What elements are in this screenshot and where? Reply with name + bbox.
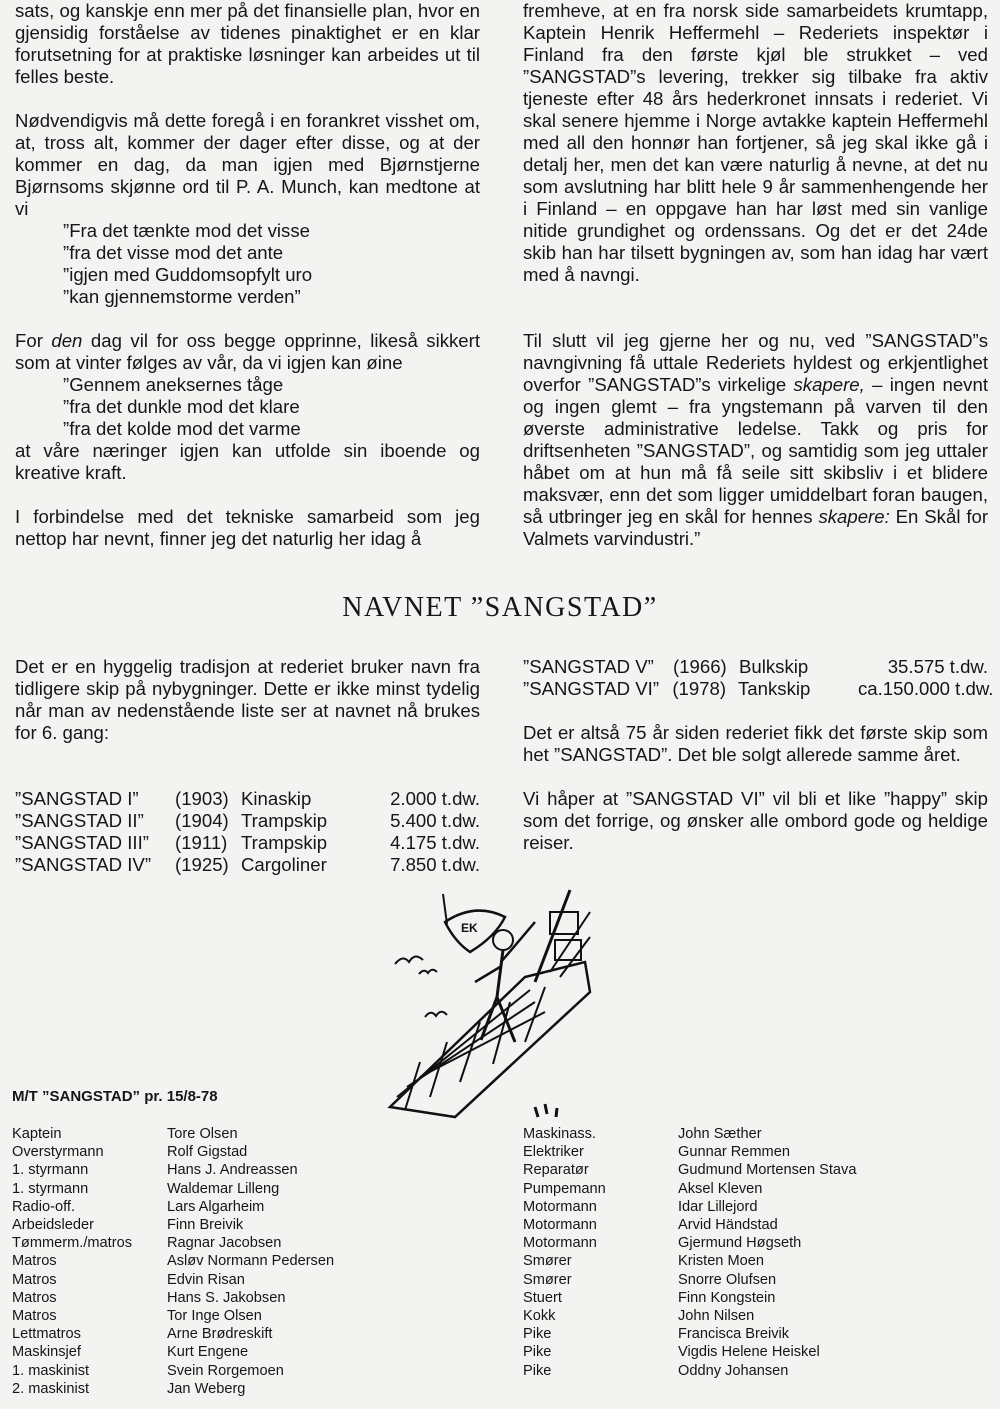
crew-list-heading: M/T ”SANGSTAD” pr. 15/8-78 [12,1088,218,1105]
crew-name: Ragnar Jacobsen [167,1235,282,1252]
crew-role: Maskinass. [523,1126,596,1142]
crew-role: Maskinsjef [12,1344,81,1361]
crew-row [523,1307,993,1325]
crew-row [12,1143,452,1161]
crew-role: Overstyrmann [12,1144,104,1161]
crew-role: Smører [523,1253,572,1270]
crew-name: Vigdis Helene Heiskel [678,1344,820,1361]
ship-name: ”SANGSTAD I” [15,788,139,809]
crew-row [523,1325,993,1343]
crew-row [12,1362,452,1380]
ship-year: (1904) [175,810,229,831]
crew-role: Lettmatros [12,1326,81,1343]
emphasis-word: den [51,330,83,351]
crew-name: John Nilsen [678,1308,755,1325]
crew-name: Asløv Normann Pedersen [167,1253,335,1270]
speech-paragraph: fremheve, at en fra norsk side samarbeidets krumtapp, Kaptein Henrik Heffermehl – Rederiets inspektør i Finland fra den første kjøl ble strukket – ved ”SANGSTAD”s levering, trekker sig tilbake fra aktiv tjeneste efter 48 års hederkronet innsats i rederiet. Vi skal senere hjemme i Norge avtakke kaptein Heffermehl med all den honnør han fortjener, så jeg skal ikke gå i detalj her, men det kan være naturlig å nevne, at det nu som avslutning har blitt hele 9 år sammenhengende her i Finland – en oppgave han har løst med sin vanlige nitide grundighet og ordenssans. Og det er det 24de skib han har tilsett bygningen av, som han idag har vært med å navngi. [523,0,988,285]
ship-deadweight: 2.000 t.dw. [390,788,480,809]
section-title: NAVNET ”SANGSTAD” [342,592,658,623]
crew-name: Kristen Moen [678,1253,764,1270]
crew-row [12,1252,452,1270]
ship-type: Trampskip [241,810,328,831]
crew-name: Kurt Engene [167,1344,249,1361]
crew-name: Gjermund Høgseth [678,1235,802,1252]
navnet-left-column [15,656,480,876]
speech-paragraph: I forbindelse med det tekniske samarbeid som jeg nettop har nevnt, finner jeg det naturlig her idag å [15,506,480,549]
crew-role: Arbeidsleder [12,1217,94,1234]
speech-paragraph [523,330,988,550]
ship-year: (1903) [175,788,229,809]
ship-list [523,656,994,700]
crew-name: Gudmund Mortensen Stava [678,1162,857,1179]
ship-deadweight: 5.400 t.dw. [390,810,480,831]
speech-paragraph: Nødvendigvis må dette foregå i en forankret visshet om, at, tross alt, kommer der dager efter disse, og at der kommer en dag, da man igjen med Bjørnstjerne Bjørnsoms skjønne ord til P. A. Munch, kan medtone at vi [15,110,480,219]
ship-deadweight: 35.575 t.dw. [887,656,988,677]
ship-type: Trampskip [241,832,328,853]
ship-row [523,656,988,678]
ship-row [15,832,480,854]
speech-right-column [523,0,988,550]
crew-row [523,1252,993,1270]
crew-name: Idar Lillejord [678,1198,758,1215]
crew-role: 2. maskinist [12,1380,90,1397]
ship-type: Cargoliner [241,854,327,875]
crew-list-right [523,1125,993,1380]
crew-row [523,1216,993,1234]
poem-quote [15,374,480,440]
ship-year: (1925) [175,854,229,875]
crew-name: Jan Weberg [167,1380,246,1397]
crew-row [12,1198,452,1216]
crew-name: Snorre Olufsen [678,1271,777,1288]
crew-role: Matros [12,1253,57,1270]
crew-row [12,1180,452,1198]
emphasis-word: skapere: [818,506,890,527]
flag-text: EK [461,921,478,935]
paragraph-text: Til slutt vil jeg gjerne her og nu, ved ”SANGSTAD”s navngivning få uttale Rederiets hyldest og erkjentlighet overfor ”SANGSTAD”s virkelige [523,330,988,395]
crew-row [12,1216,452,1234]
crew-row [12,1325,452,1343]
crew-row [523,1125,993,1143]
crew-role: Pike [523,1326,552,1343]
crew-row [523,1180,993,1198]
ship-deadweight: ca.150.000 t.dw. [858,678,994,699]
paragraph-text: dag vil for oss begge opprinne, likeså sikkert som at vinter følges av vår, da vi igjen kan øine [15,330,480,373]
crew-name: Tore Olsen [167,1126,238,1142]
speech-paragraph: sats, og kanskje enn mer på det finansielle plan, hvor en gjensidig forståelse av tidenes pinaktighet er en klar forutsetning for at praktiske løsninger kan arbeides ut til felles beste. [15,0,480,87]
ship-deadweight: 7.850 t.dw. [390,854,480,875]
ship-list [15,788,480,876]
crew-role: Kokk [523,1308,556,1325]
crew-row [12,1380,452,1398]
crew-name: Lars Algarheim [167,1198,265,1215]
ship-row [15,810,480,832]
crew-role: Radio-off. [12,1198,76,1215]
crew-row [12,1125,452,1143]
ship-row [15,854,480,876]
ship-year: (1911) [175,832,228,853]
navnet-paragraph: Det er altså 75 år siden rederiet fikk det første skip som het ”SANGSTAD”. Det ble solgt allerede samme året. [523,722,988,765]
crew-row [523,1289,993,1307]
ship-type: Kinaskip [241,788,312,809]
crew-name: Aksel Kleven [678,1180,763,1197]
speech-left-column [15,0,480,550]
crew-row [12,1289,452,1307]
paragraph-text: En Skål for Valmets varvindustri.” [523,506,989,549]
crew-name: Arvid Händstad [678,1217,778,1234]
crew-row [523,1271,993,1289]
poem-line: ”igjen med Guddomsopfylt uro [63,264,313,285]
lead-word: For [15,330,43,351]
crew-row [523,1143,993,1161]
crew-name: Edvin Risan [167,1271,245,1288]
crew-row [523,1161,993,1179]
crew-name: Arne Brødreskift [167,1326,273,1343]
crew-row [12,1343,452,1361]
crew-role: 1. styrmann [12,1180,89,1197]
crew-role: Motormann [523,1217,597,1234]
crew-row [12,1271,452,1289]
crew-row [523,1343,993,1361]
crew-role: Pike [523,1344,552,1361]
crew-role: Reparatør [523,1162,589,1179]
crew-row [12,1307,452,1325]
crew-name: Oddny Johansen [678,1362,789,1379]
ship-name: ”SANGSTAD III” [15,832,149,853]
ship-row [523,678,994,700]
crew-role: Motormann [523,1235,597,1252]
poem-line: ”fra det kolde mod det varme [63,418,301,439]
speech-paragraph: at våre næringer igjen kan utfolde sin iboende og kreative kraft. [15,440,480,483]
ship-name: ”SANGSTAD VI” [523,678,660,699]
ship-type: Bulkskip [739,656,809,677]
crew-name: Francisca Breivik [678,1326,790,1343]
navnet-right-column [523,656,994,854]
crew-row [12,1234,452,1252]
crew-name: Hans S. Jakobsen [167,1289,286,1306]
ship-bow-illustration [385,882,595,1122]
crew-role: Matros [12,1271,57,1288]
poem-line: ”kan gjennemstorme verden” [63,286,301,307]
crew-list-left [12,1125,452,1398]
crew-name: Gunnar Remmen [678,1144,790,1161]
crew-name: Finn Kongstein [678,1289,776,1306]
crew-role: 1. styrmann [12,1162,89,1179]
crew-role: Matros [12,1308,57,1325]
navnet-intro: Det er en hyggelig tradisjon at rederiet bruker navn fra tidligere skip på nybygninger. Dette er ikke minst tydelig når man av nedenstående liste ser at navnet nå brukes for 6. gang: [15,656,480,743]
crew-name: Hans J. Andreassen [167,1162,298,1179]
poem-quote [15,220,480,308]
poem-line: ”fra det dunkle mod det klare [63,396,300,417]
crew-role: Elektriker [523,1144,584,1161]
ship-type: Tankskip [738,678,811,699]
paragraph-text: – ingen nevnt og ingen glemt – fra yngstemann på varven til den øverste administrative ledelse. Takk og pris for driftsenheten ”SANGSTAD”, og samtidig som jeg uttaler håbet om at hun må få seile sitt skibsliv i et blidere maksvær, enn det som ligger umiddelbart foran baugen, så utbringer jeg en skål for hennes [523,374,988,527]
ship-year: (1978) [672,678,727,699]
crew-row [523,1362,993,1380]
poem-line: ”fra det visse mod det ante [63,242,284,263]
crew-row [523,1198,993,1216]
crew-role: Kaptein [12,1126,62,1142]
crew-role: Smører [523,1271,572,1288]
crew-role: 1. maskinist [12,1362,90,1379]
ship-year: (1966) [673,656,727,677]
crew-role: Stuert [523,1289,562,1306]
crew-row [523,1234,993,1252]
ship-deadweight: 4.175 t.dw. [390,832,480,853]
emphasis-word: skapere, [793,374,865,395]
crew-role: Pike [523,1362,552,1379]
crew-role: Tømmerm./matros [12,1235,132,1252]
crew-role: Pumpemann [523,1180,606,1197]
crew-name: John Sæther [678,1126,762,1142]
crew-role: Motormann [523,1198,597,1215]
crew-role: Matros [12,1289,57,1306]
ship-row [15,788,480,810]
poem-line: ”Gennem aneksernes tåge [63,374,284,395]
ship-name: ”SANGSTAD II” [15,810,144,831]
navnet-paragraph: Vi håper at ”SANGSTAD VI” vil bli et like ”happy” skip som det forrige, og ønsker alle ombord gode og heldige reiser. [523,788,988,853]
poem-line: ”Fra det tænkte mod det visse [63,220,310,241]
ship-name: ”SANGSTAD IV” [15,854,152,875]
crew-name: Tor Inge Olsen [167,1308,262,1325]
ship-name: ”SANGSTAD V” [523,656,654,677]
crew-name: Svein Rorgemoen [167,1362,284,1379]
crew-row [12,1161,452,1179]
crew-name: Waldemar Lilleng [167,1180,280,1197]
crew-name: Rolf Gigstad [167,1144,248,1161]
speech-paragraph [15,330,480,374]
crew-name: Finn Breivik [167,1217,244,1234]
